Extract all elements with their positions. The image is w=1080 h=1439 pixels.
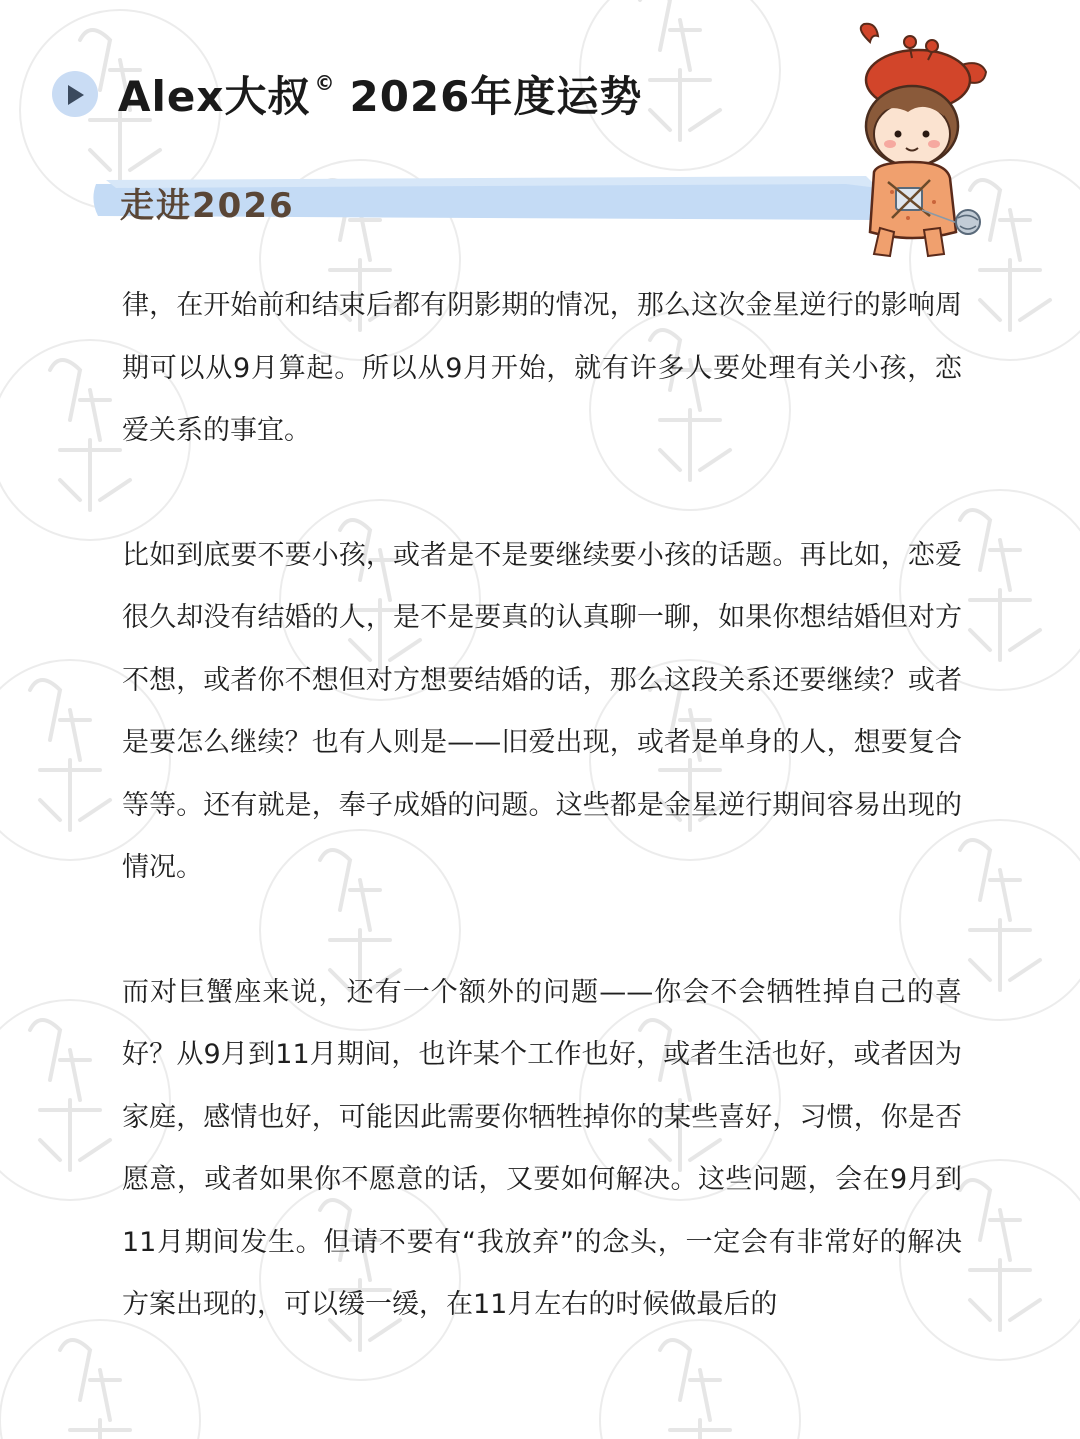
article-body — [122, 275, 962, 1399]
copyright-mark: © — [314, 71, 336, 95]
paragraph-1: 律，在开始前和结束后都有阴影期的情况，那么这次金星逆行的影响周期可以从9月算起。所以从9月开始，就有许多人要处理有关小孩，恋爱关系的事宜。 — [122, 290, 962, 446]
page-header — [52, 62, 642, 126]
section-title: 走进2026 — [120, 186, 295, 226]
play-icon — [52, 71, 98, 117]
page-title — [118, 64, 642, 124]
title-suffix: 2026年度运势 — [349, 72, 643, 121]
paragraph-3: 而对巨蟹座来说，还有一个额外的问题——你会不会牺牲掉自己的喜好？从9月到11月期间，也许某个工作也好，或者生活也好，或者因为家庭，感情也好，可能因此需要你牺牲掉你的某些喜好，习惯，你是否愿意，或者如果你不愿意的话，又要如何解决。这些问题，会在9月到11月期间发生。但请不要有“我放弃”的念头，一定会有非常好的解决方案出现的，可以缓一缓，在11月左右的时候做最后的 — [122, 976, 962, 1320]
title-prefix: Alex大叔 — [118, 72, 311, 121]
mascot-illustration — [848, 22, 988, 262]
paragraph-2: 比如到底要不要小孩，或者是不是要继续要小孩的话题。再比如，恋爱很久却没有结婚的人，是不是要真的认真聊一聊，如果你想结婚但对方不想，或者你不想但对方想要结婚的话，那么这段关系还要继续？或者是要怎么继续？也有人则是——旧爱出现，或者是单身的人，想要复合等等。还有就是，奉子成婚的问题。这些都是金星逆行期间容易出现的情况。 — [122, 539, 962, 883]
